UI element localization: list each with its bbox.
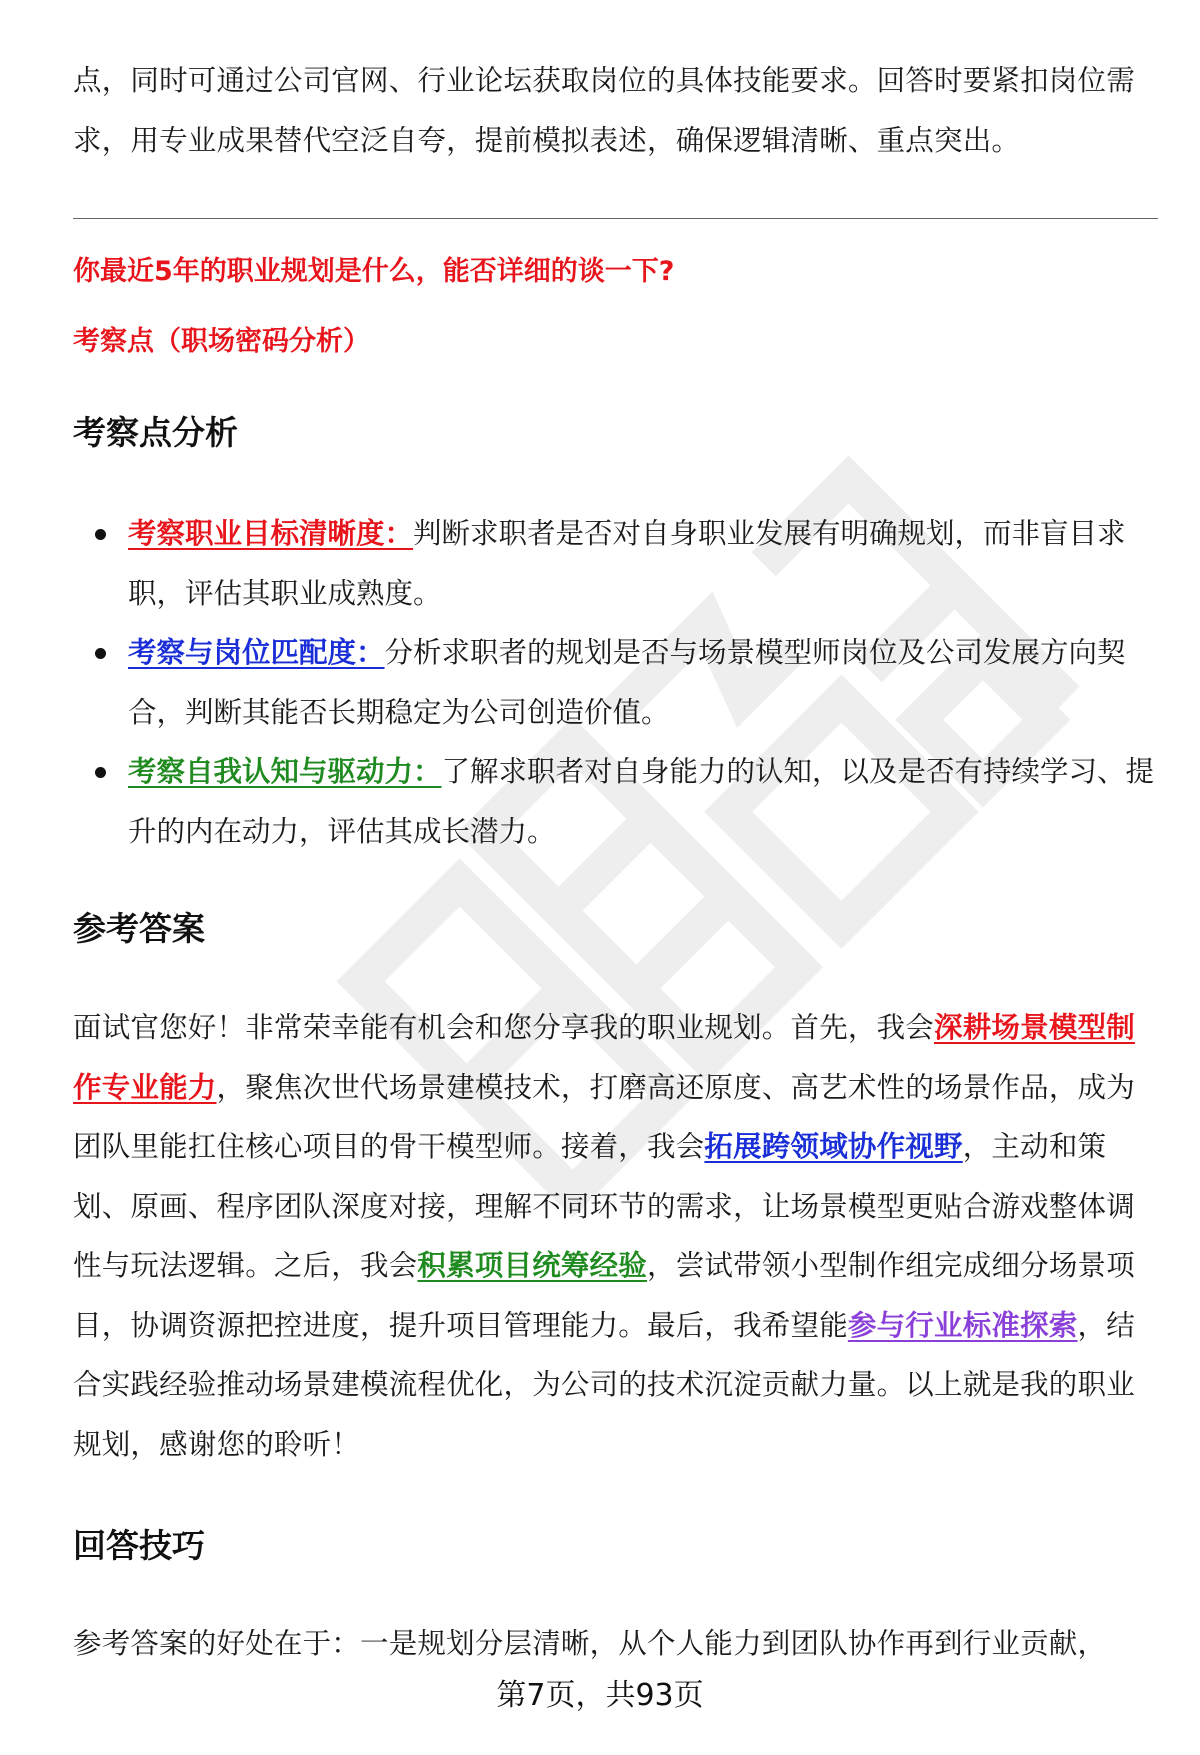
analysis-point-list: [73, 504, 1158, 861]
answer-highlight: 深耕场景模型制作专业能力: [73, 1011, 1135, 1104]
answer-text: ，结合实践经验推动场景建模流程优化，为公司的技术沉淀贡献力量。以上就是我的职业规划，感谢您的聆听！: [73, 1308, 1135, 1461]
section-divider: [73, 218, 1158, 219]
answer-text: 面试官您好！非常荣幸能有机会和您分享我的职业规划。首先，我会: [73, 1011, 935, 1044]
interview-question: 你最近5年的职业规划是什么，能否详细的谈一下?: [73, 256, 675, 287]
analysis-heading: 考察点分析: [73, 413, 238, 452]
analysis-point-term: 考察与岗位匹配度：: [128, 636, 385, 669]
analysis-point: [73, 504, 1158, 623]
answer-highlight: 积累项目统筹经验: [417, 1249, 648, 1282]
answer-highlight: 参与行业标准探索: [847, 1308, 1078, 1342]
page-number: 第7页，共93页: [496, 1678, 704, 1713]
analysis-point-text: 判断求职者是否对自身职业发展有明确规划，而非盲目求职，评估其职业成熟度。: [128, 517, 1126, 610]
tips-heading: 回答技巧: [73, 1526, 205, 1565]
bullet-icon: [95, 648, 106, 659]
analysis-point: [73, 623, 1158, 742]
tips-paragraph: 参考答案的好处在于：一是规划分层清晰，从个人能力到团队协作再到行业贡献，: [73, 1627, 1107, 1660]
answer-highlight: 拓展跨领域协作视野: [704, 1130, 963, 1163]
answer-text: ，主动和策划、原画、程序团队深度对接，理解不同环节的需求，让场景模型更贴合游戏整体调性与玩法逻辑。之后，我会: [73, 1130, 1135, 1282]
analysis-point: [73, 742, 1158, 861]
analysis-point-text: 了解求职者对自身能力的认知，以及是否有持续学习、提升的内在动力，评估其成长潜力。: [128, 755, 1155, 848]
question-subtitle: 考察点（职场密码分析）: [73, 326, 370, 357]
answer-heading: 参考答案: [73, 909, 205, 948]
answer-text: ，聚焦次世代场景建模技术，打磨高还原度、高艺术性的场景作品，成为团队里能扛住核心项目的骨干模型师。接着，我会: [73, 1070, 1135, 1163]
analysis-point-text: 分析求职者的规划是否与场景模型师岗位及公司发展方向契合，判断其能否长期稳定为公司创造价值。: [128, 636, 1126, 729]
intro-paragraph: 点，同时可通过公司官网、行业论坛获取岗位的具体技能要求。回答时要紧扣岗位需求，用专业成果替代空泛自夸，提前模拟表述，确保逻辑清晰、重点突出。: [73, 64, 1135, 157]
analysis-point-term: 考察职业目标清晰度：: [128, 517, 414, 550]
answer-text: ，尝试带领小型制作组完成细分场景项目，协调资源把控进度，提升项目管理能力。最后，我希望能: [73, 1249, 1135, 1342]
analysis-point-term: 考察自我认知与驱动力：: [128, 755, 442, 788]
bullet-icon: [95, 767, 106, 778]
bullet-icon: [95, 529, 106, 540]
answer-paragraph: [73, 998, 1158, 1474]
